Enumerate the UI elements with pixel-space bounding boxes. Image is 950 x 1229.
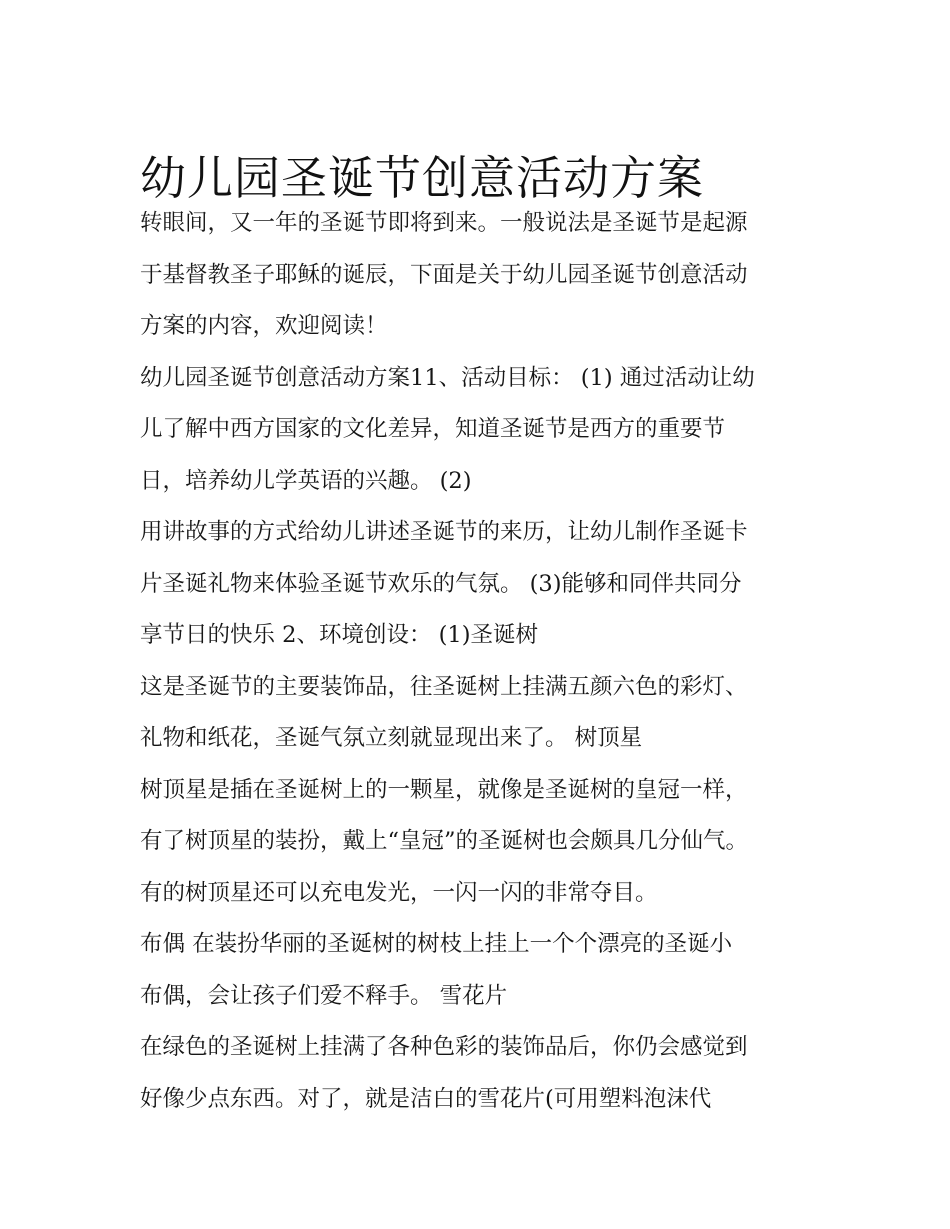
text-line: 树顶星是插在圣诞树上的一颗星，就像是圣诞树的皇冠一样， bbox=[140, 776, 748, 803]
text-line: 布偶，会让孩子们爱不释手。 雪花片 bbox=[140, 982, 508, 1009]
text-line: 有的树顶星还可以充电发光，一闪一闪的非常夺目。 bbox=[140, 879, 658, 906]
text-line: 礼物和纸花，圣诞气氛立刻就显现出来了。 树顶星 bbox=[140, 725, 643, 751]
text-line: 这是圣诞节的主要装饰品，往圣诞树上挂满五颜六色的彩灯、 bbox=[140, 673, 748, 700]
text-line: 好像少点东西。对了，就是洁白的雪花片(可用塑料泡沫代 bbox=[140, 1085, 712, 1112]
document-body bbox=[140, 198, 830, 1125]
text-line: 用讲故事的方式给幼儿讲述圣诞节的来历，让幼儿制作圣诞卡 bbox=[140, 519, 748, 545]
text-line: 片圣诞礼物来体验圣诞节欢乐的气氛。 (3)能够和同伴共同分 bbox=[140, 570, 742, 597]
text-line: 方案的内容，欢迎阅读！ bbox=[140, 313, 388, 339]
text-line: 有了树顶星的装扮，戴上“皇冠”的圣诞树也会颇具几分仙气。 bbox=[140, 828, 749, 854]
text-line: 幼儿园圣诞节创意活动方案11、活动目标： (1) 通过活动让幼 bbox=[140, 364, 755, 391]
text-line: 于基督教圣子耶稣的诞辰，下面是关于幼儿园圣诞节创意活动 bbox=[140, 261, 748, 288]
text-line: 儿了解中西方国家的文化差异，知道圣诞节是西方的重要节 bbox=[140, 416, 726, 442]
text-line: 享节日的快乐 2、环境创设： (1)圣诞树 bbox=[140, 622, 538, 648]
document-title: 幼儿园圣诞节创意活动方案 bbox=[140, 150, 704, 205]
text-line: 日，培养幼儿学英语的兴趣。 (2) bbox=[140, 467, 472, 494]
text-line: 在绿色的圣诞树上挂满了各种色彩的装饰品后，你仍会感觉到 bbox=[140, 1034, 748, 1060]
text-line: 布偶 在装扮华丽的圣诞树的树枝上挂上一个个漂亮的圣诞小 bbox=[140, 931, 733, 957]
text-line: 转眼间，又一年的圣诞节即将到来。一般说法是圣诞节是起源 bbox=[140, 210, 748, 236]
